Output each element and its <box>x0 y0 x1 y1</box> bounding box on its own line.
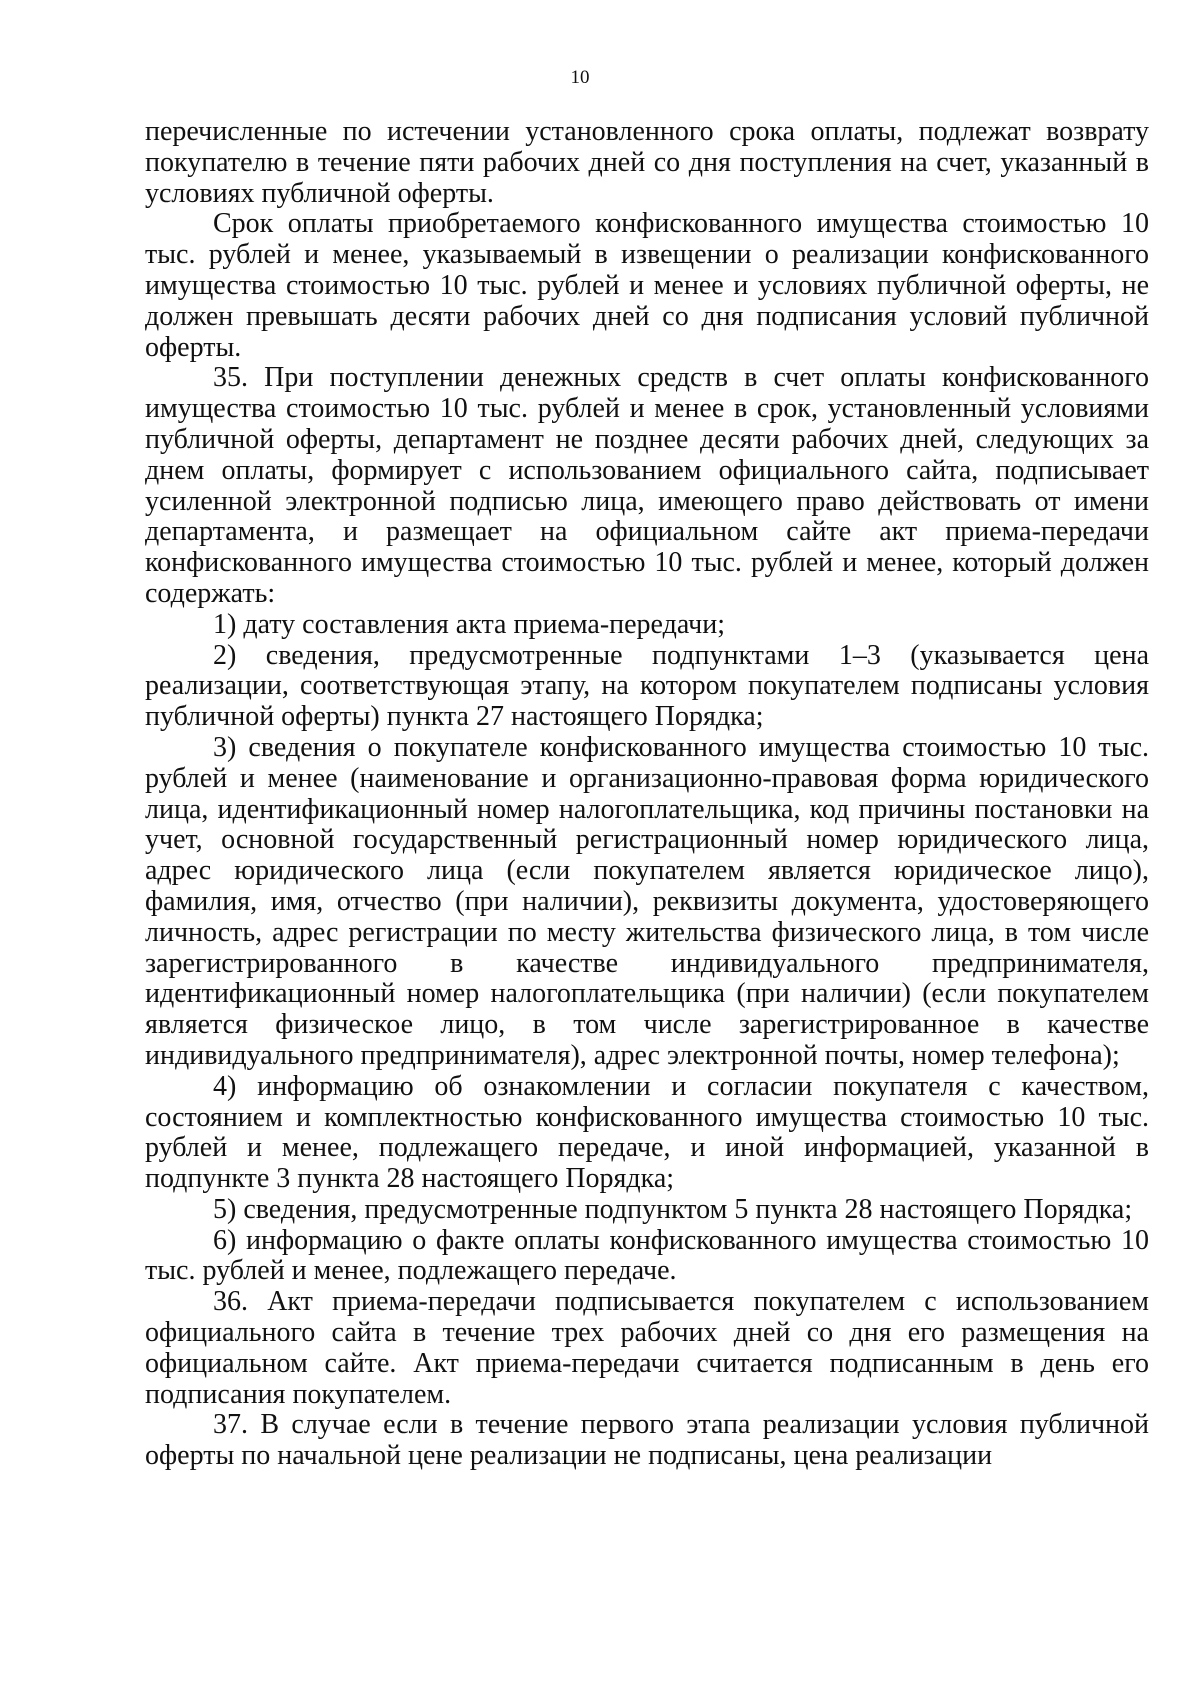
subitem-6: 6) информацию о факте оплаты конфискованного имущества стоимостью 10 тыс. рублей и менее, подлежащего передаче. <box>145 1224 1149 1287</box>
paragraph-item-37: 37. В случае если в течение первого этапа реализации условия публичной оферты по начальной цене реализации не подписаны, цена реализации <box>145 1409 1149 1472</box>
subitem-5: 5) сведения, предусмотренные подпунктом 5 пункта 28 настоящего Порядка; <box>213 1193 1133 1225</box>
paragraph-item-35: 35. При поступлении денежных средств в счет оплаты конфискованного имущества стоимостью 10 тыс. рублей и менее в срок, установленный условиями публичной оферты, департамент не позднее десяти рабочих дней, следующих за днем оплаты, формирует с использованием официального сайта, подписывает усиленной электронной подписью лица, имеющего право действовать от имени департамента, и размещает на официальном сайте акт приема-передачи конфискованного имущества стоимостью 10 тыс. рублей и менее, который должен содержать: <box>145 362 1149 609</box>
subitem-2: 2) сведения, предусмотренные подпунктами 1–3 (указывается цена реализации, соответствующая этапу, на котором покупателем подписаны условия публичной оферты) пункта 27 настоящего Порядка; <box>145 639 1149 733</box>
paragraph-item-36: 36. Акт приема-передачи подписывается покупателем с использованием официального сайта в течение трех рабочих дней со дня его размещения на официальном сайте. Акт приема-передачи считается подписанным в день его подписания покупателем. <box>145 1286 1149 1410</box>
subitem-3: 3) сведения о покупателе конфискованного имущества стоимостью 10 тыс. рублей и менее (наименование и организационно-правовая форма юридического лица, идентификационный номер налогоплательщика, код причины постановки на учет, основной государственный регистрационный номер юридического лица, адрес юридического лица (если покупателем является юридическое лицо), фамилия, имя, отчество (при наличии), реквизиты документа, удостоверяющего личность, адрес регистрации по месту жительства физического лица, в том числе зарегистрированного в качестве индивидуального предпринимателя, идентификационный номер налогоплательщика (при наличии) (если покупателем является физическое лицо, в том числе зарегистрированное в качестве индивидуального предпринимателя), адрес электронной почты, номер телефона); <box>145 731 1149 1071</box>
document-body <box>145 117 1149 1472</box>
page-number: 10 <box>570 67 590 88</box>
paragraph-continuation: перечисленные по истечении установленного срока оплаты, подлежат возврату покупателю в течение пяти рабочих дней со дня поступления на счет, указанный в условиях публичной оферты. <box>145 116 1149 209</box>
subitem-1: 1) дату составления акта приема-передачи; <box>213 608 726 640</box>
subitem-4: 4) информацию об ознакомлении и согласии покупателя с качеством, состоянием и комплектностью конфискованного имущества стоимостью 10 тыс. рублей и менее, подлежащего передаче, и иной информацией, указанной в подпункте 3 пункта 28 настоящего Порядка; <box>145 1070 1149 1195</box>
paragraph-payment-term: Срок оплаты приобретаемого конфискованного имущества стоимостью 10 тыс. рублей и менее, указываемый в извещении о реализации конфискованного имущества стоимостью 10 тыс. рублей и менее и условиях публичной оферты, не должен превышать десяти рабочих дней со дня подписания условий публичной оферты. <box>145 208 1149 363</box>
